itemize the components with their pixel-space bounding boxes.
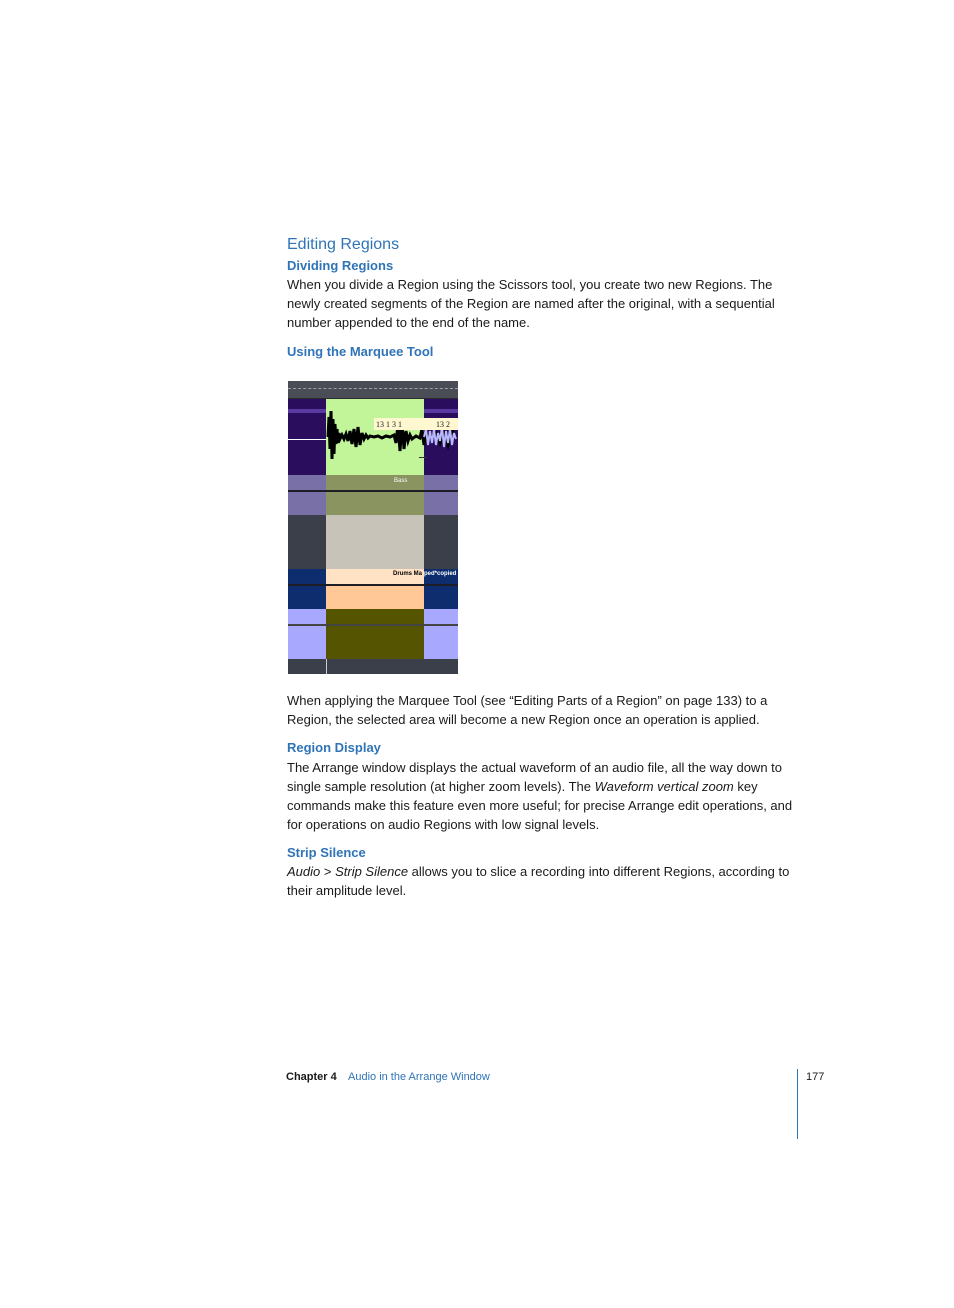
region-left-lavender[interactable] (288, 609, 326, 659)
track-divider (288, 490, 458, 492)
timeline-ruler (288, 381, 458, 399)
region-right-lavender[interactable] (424, 609, 458, 659)
region-header-strip (288, 409, 326, 413)
midi-region-right[interactable] (424, 475, 458, 515)
crosshair-cursor-icon (419, 457, 427, 458)
arrange-bottom-bar (288, 659, 458, 674)
paragraph-region-display (287, 758, 802, 834)
menu-audio: Audio (287, 864, 321, 879)
section-title: Editing Regions (287, 236, 400, 253)
heading-region-display-text: Region Display (287, 740, 381, 755)
bass-region-label: Bass (394, 478, 408, 484)
region-display-text-1: The Arrange window displays the actual waveform of an audio file, all the way down to single sample resolution (at higher zoom levels). The (287, 760, 782, 794)
paragraph-marquee-tool (287, 691, 807, 729)
ruler-marks (288, 388, 458, 389)
drums-region-left[interactable] (288, 569, 326, 609)
menu-strip-silence: Strip Silence (335, 864, 409, 879)
arrange-window-screenshot (288, 381, 458, 674)
menu-separator: > (320, 864, 336, 879)
bass-region-selected[interactable] (326, 475, 424, 515)
strip-silence-text: allows you to slice a recording into different Regions, according to their amplitude level. (287, 864, 790, 898)
empty-selected-area (326, 515, 424, 569)
region-selected-olive[interactable] (326, 609, 424, 659)
page-number: 177 (806, 1071, 825, 1083)
position-readout-end: 13 2 (436, 420, 450, 429)
footer-chapter: Chapter 4 (286, 1071, 337, 1083)
marquee-edge (326, 659, 327, 674)
heading-strip-silence (287, 845, 366, 860)
region-display-text-2: key commands make this feature even more useful; for precise Arrange edit operations, and for operations on audio Regions with low signal levels. (287, 779, 793, 832)
heading-strip-silence-text: Strip Silence (287, 845, 366, 860)
heading-dividing-regions: Dividing Regions (287, 258, 394, 273)
drums-region-label: Drums Ma (393, 571, 423, 577)
drums-region-label-suffix: ped*copied (424, 571, 457, 577)
track-divider (288, 584, 458, 586)
paragraph-strip-silence (287, 862, 807, 900)
waveform-center-line (288, 439, 326, 440)
waveform-graphic (326, 399, 458, 475)
heading-region-display (287, 740, 381, 755)
paragraph-marquee-line-1: When applying the Marquee Tool (see “Editing Parts of a Region” on page 133) to a (287, 693, 768, 708)
footer-rule (797, 1069, 798, 1139)
footer-chapter-title: Audio in the Arrange Window (348, 1071, 490, 1083)
midi-region-left[interactable] (288, 475, 326, 515)
track-divider (288, 624, 458, 626)
paragraph-marquee-line-2: Region, the selected area will become a new Region once an operation is applied. (287, 712, 760, 727)
position-readout-start: 13 1 3 1 (376, 420, 402, 429)
region-display-italic: Waveform vertical zoom (594, 779, 734, 794)
paragraph-dividing-regions: When you divide a Region using the Scissors tool, you create two new Regions. The newly created segments of the Region are named after the original, with a sequential number appended to the end of the name. (287, 277, 775, 330)
heading-marquee-tool: Using the Marquee Tool (287, 344, 434, 359)
